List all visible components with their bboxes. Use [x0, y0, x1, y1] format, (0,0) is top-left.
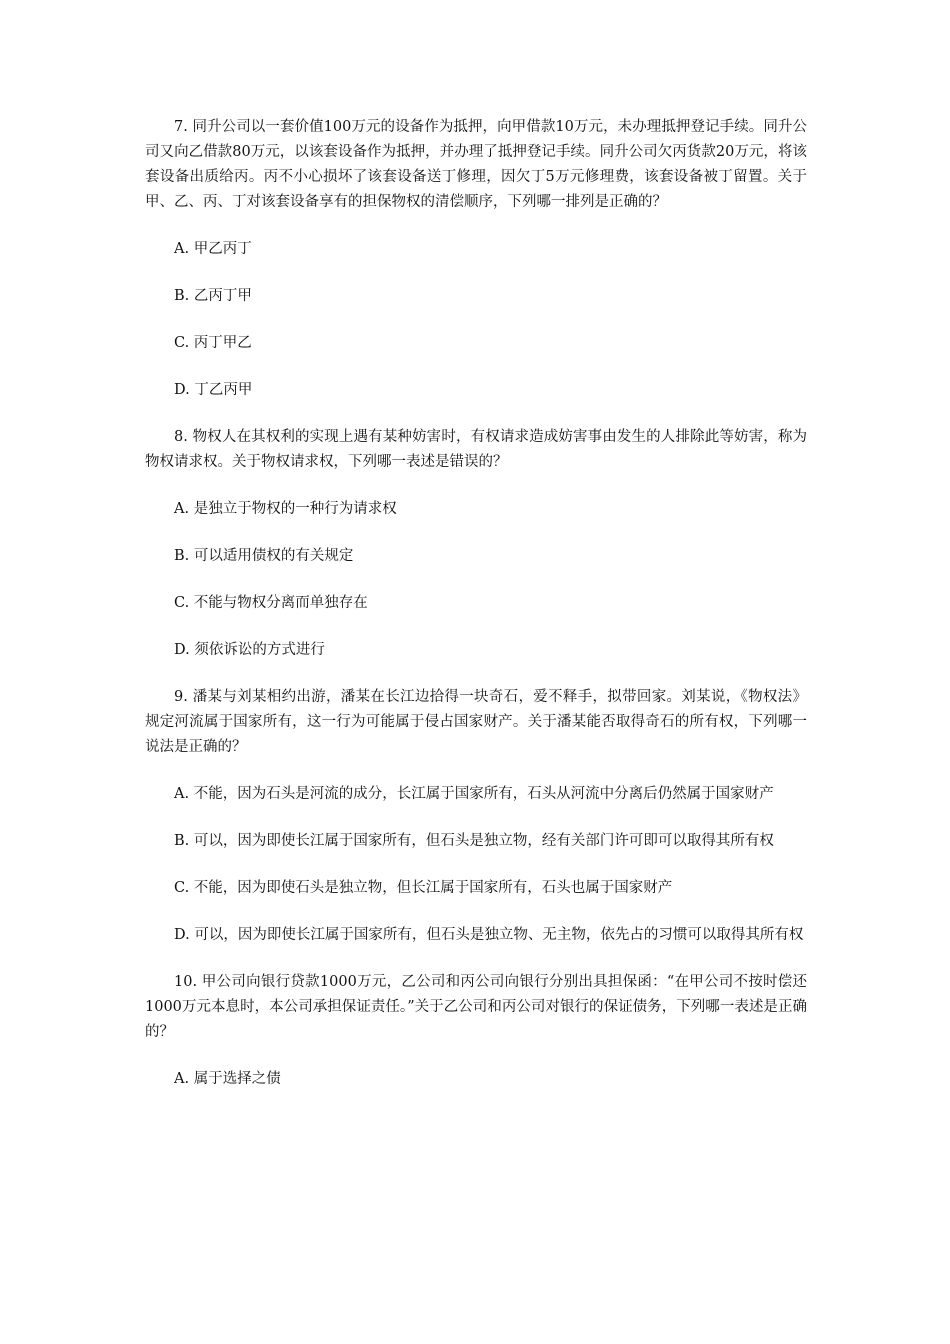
question-9-option-b: B. 可以，因为即使长江属于国家所有，但石头是独立物，经有关部门许可即可以取得其所有权	[174, 833, 774, 849]
question-9-option-a: A. 不能，因为石头是河流的成分，长江属于国家所有，石头从河流中分离后仍然属于国家财产	[174, 786, 774, 802]
question-9-stem: 9. 潘某与刘某相约出游，潘某在长江边拾得一块奇石，爱不释手，拟带回家。刘某说，《物权法》规定河流属于国家所有，这一行为可能属于侵占国家财产。关于潘某能否取得奇石的所有权，下列哪一说法是正确的？	[145, 689, 807, 755]
question-7-option-a: A. 甲乙丙丁	[174, 241, 252, 257]
question-8-option-c: C. 不能与物权分离而单独存在	[174, 595, 368, 611]
question-7-option-d: D. 丁乙丙甲	[174, 382, 253, 398]
question-7-option-c: C. 丙丁甲乙	[174, 335, 252, 351]
question-10-option-a: A. 属于选择之债	[174, 1071, 281, 1087]
question-8-option-d: D. 须依诉讼的方式进行	[174, 642, 325, 658]
question-10-stem: 10. 甲公司向银行贷款1000万元，乙公司和丙公司向银行分别出具担保函：“在甲公司不按时偿还1000万元本息时，本公司承担保证责任。”关于乙公司和丙公司对银行的保证债务，下列哪一表述是正确的？	[145, 974, 807, 1040]
question-7-option-b: B. 乙丙丁甲	[174, 288, 252, 304]
question-8-stem: 8. 物权人在其权利的实现上遇有某种妨害时，有权请求造成妨害事由发生的人排除此等妨害，称为物权请求权。关于物权请求权，下列哪一表述是错误的？	[145, 429, 807, 470]
question-8-option-b: B. 可以适用债权的有关规定	[174, 548, 354, 564]
question-9-option-c: C. 不能，因为即使石头是独立物，但长江属于国家所有，石头也属于国家财产	[174, 880, 673, 896]
question-8-option-a: A. 是独立于物权的一种行为请求权	[174, 501, 397, 517]
document-body	[145, 115, 807, 1114]
question-9-option-d: D. 可以，因为即使长江属于国家所有，但石头是独立物、无主物，依先占的习惯可以取得其所有权	[174, 927, 804, 943]
question-7-stem: 7. 同升公司以一套价值100万元的设备作为抵押，向甲借款10万元，未办理抵押登记手续。同升公司又向乙借款80万元，以该套设备作为抵押，并办理了抵押登记手续。同升公司欠丙货款20万元，将该套设备出质给丙。丙不小心损坏了该套设备送丁修理，因欠丁5万元修理费，该套设备被丁留置。关于甲、乙、丙、丁对该套设备享有的担保物权的清偿顺序，下列哪一排列是正确的？	[145, 119, 807, 210]
